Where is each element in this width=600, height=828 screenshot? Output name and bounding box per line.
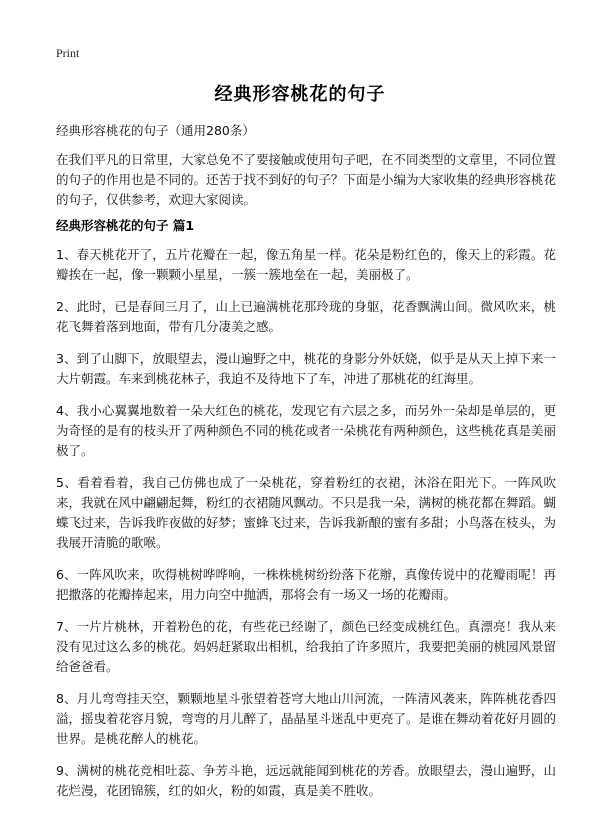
page-subtitle: 经典形容桃花的句子（通用280条） [56, 123, 255, 138]
list-item: 5、看着看着，我自己仿佛也成了一朵桃花，穿着粉红的衣裙，沐浴在阳光下。一阵风吹来，我就在风中翩翩起舞，粉红的衣裙随风飘动。不只是我一朵，满树的桃花都在舞蹈。蝴蝶飞过来，告诉我昨夜做的好梦；蜜蜂飞过来，告诉我新酿的蜜有多甜；小鸟落在枝头，为我展开清脆的歌喉。 [56, 475, 557, 550]
print-label: Print [56, 46, 80, 60]
list-item: 2、此时，已是春间三月了，山上已遍满桃花那玲珑的身躯，花香飘满山间。微风吹来，桃花飞舞着落到地面，带有几分凄美之感。 [56, 299, 556, 334]
list-item: 4、我小心翼翼地数着一朵大红色的桃花，发现它有六层之多，而另外一朵却是单层的，更为奇怪的是有的枝头开了两种颜色不同的桃花或者一朵桃花有两种颜色，这些桃花真是美丽极了。 [56, 403, 557, 458]
list-item: 6、一阵风吹来，吹得桃树哗哗响，一株株桃树纷纷落下花辦，真像传说中的花瓣雨呢！再把撒落的花瓣捧起来，用力向空中抛洒，那将会有一场又一场的花瓣雨。 [56, 567, 556, 602]
sentence-list [56, 245, 556, 813]
list-item: 1、春天桃花开了，五片花瓣在一起，像五角星一样。花朵是粉红色的，像天上的彩霞。花瓣挨在一起，像一颗颗小星星，一簇一簇地垒在一起，美丽极了。 [56, 247, 556, 282]
list-item: 9、满树的桃花竞相吐蕊、争芳斗艳，远远就能闻到桃花的芳香。放眼望去，漫山遍野，山花烂漫，花团锦簇，红的如火，粉的如霞，真是美不胜收。 [56, 763, 556, 798]
list-item: 7、一片片桃林，开着粉色的花，有些花已经谢了，颜色已经变成桃红色。真漂亮！我从来没有见过这么多的桃花。妈妈赶紧取出相机，给我拍了许多照片，我要把美丽的桃园风景留给爸爸看。 [56, 619, 557, 674]
intro-paragraph: 在我们平凡的日常里，大家总免不了要接触或使用句子吧，在不同类型的文章里，不同位置的句子的作用也是不同的。还苦于找不到好的句子？下面是小编为大家收集的经典形容桃花的句子，仅供参考，欢迎大家阅读。 [56, 152, 557, 207]
page-title: 经典形容桃花的句子 [214, 84, 386, 105]
section-heading: 经典形容桃花的句子 篇1 [56, 218, 195, 233]
list-item: 8、月儿弯弯挂天空，颗颗地星斗张望着苍穹大地山川河流，一阵清风袭来，阵阵桃花香四溢，摇曳着花容月貌，弯弯的月儿醉了，晶晶星斗迷乱中更亮了。是谁在舞动着花好月圆的世界。是桃花醉人的桃花。 [56, 691, 557, 746]
list-item: 3、到了山脚下，放眼望去，漫山遍野之中，桃花的身影分外妖娆，似乎是从天上掉下来一大片朝霞。车来到桃花林子，我迫不及待地下了车，冲进了那桃花的红海里。 [56, 351, 556, 386]
